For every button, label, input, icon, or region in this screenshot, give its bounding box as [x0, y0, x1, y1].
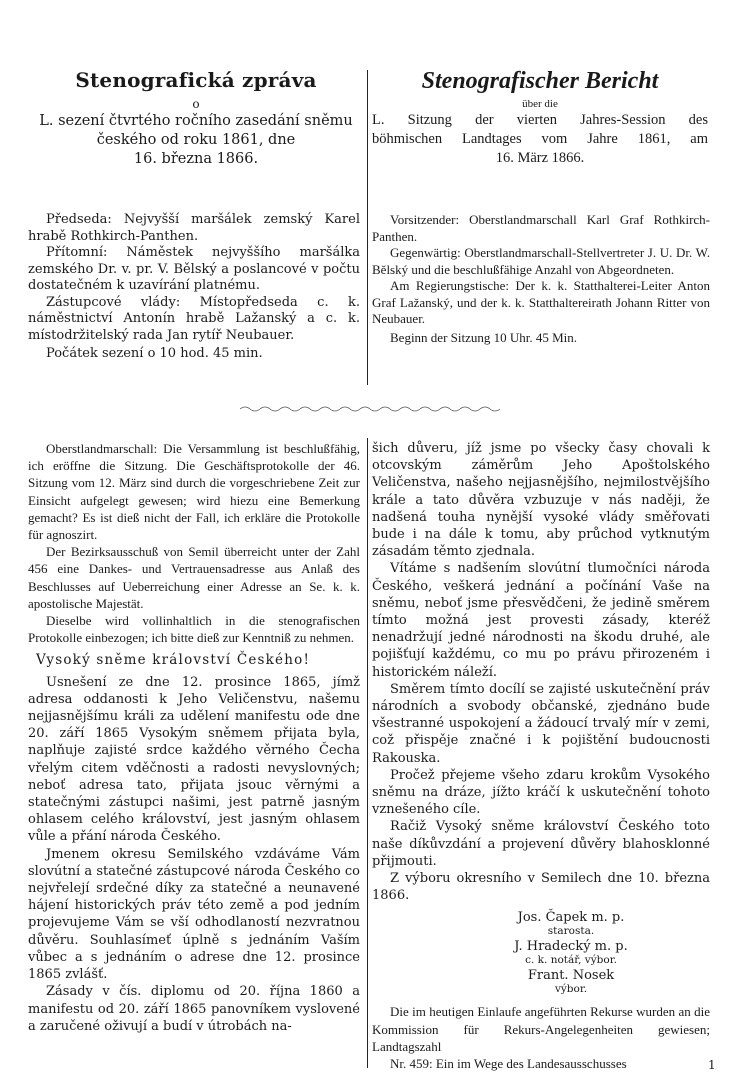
signature-3-name: Frant. Nosek	[527, 968, 615, 984]
right-meta-government: Am Regierungstische: Der k. k. Statthalterei-Leiter Anton Graf Lažanský, und der k. k. Statthaltereirath Johann Ritter von Neubauer.	[372, 278, 710, 326]
left-body-p6: Zásady v čís. diplomu od 20. října 1860 a manifestu od 20. září 1865 panovníkem vyslovené a zaručené oživují a budí v útrobách na-	[28, 984, 360, 1034]
signature-3-role: výbor.	[554, 983, 588, 996]
right-body-p5: Račiž Vysoký sněme království Českého toto naše díkůvzdání a projevení důvěry blahosklonné přijmouti.	[372, 819, 710, 869]
right-body-p6: Z výboru okresního v Semilech dne 10. března 1866.	[372, 871, 710, 904]
left-header-line2: českého od roku 1861, dne	[96, 132, 296, 148]
left-body-p4: Usnešení ze dne 12. prosince 1865, jímž adresa oddanosti k Jeho Veličenstvu, našemu nejjasnějšímu králi za udělení manifestu ode dne 20. září 1865 Vysokým sněmem přijata byla, naplňuje zajisté srdce každého věrného Čecha vřelým citem vděčnosti a radosti nevyslovných; neboť adresa tato, přijata jsouc věrnými a statečnými zástupci našimi, jest patrně jasným ohlasem celého království, jest jasným ohlasem vůle a přání národa Českého.	[28, 674, 360, 845]
left-meta-start: Počátek sezení o 10 hod. 45 min.	[46, 346, 263, 361]
signature-2-role: c. k. notář, výbor.	[525, 954, 617, 967]
right-body-p7: Die im heutigen Einlaufe angeführten Rekurse wurden an die Kommission für Rekurs-Angelegenheiten gewiesen; Landtagszahl	[372, 1004, 710, 1054]
left-meta-government: Zástupcové vlády: Místopředseda c. k. náměstnictví Antonín hrabě Lažanský a c. k. místodržitelský rada Jan rytíř Neubauer.	[28, 294, 360, 343]
right-meta-present: Gegenwärtig: Oberstlandmarschall-Stellvertreter J. U. Dr. W. Bělský und die beschlußfähige Anzahl von Abgeordneten.	[372, 245, 710, 277]
left-body-p5: Jmenem okresu Semilského vzdáváme Vám slovútní a statečné zástupcové národa Českého co nejvřelejí srdečné díky za statečné a neunavené hájení historických práv této země a pod jedním projevujeme Vám se vší odhodlaností nezvratnou důvěru. Souhlasímeť úplně s jednáním Vaším vůbec a s jednáním o adrese dne 12. prosince 1865 zvlášť.	[28, 846, 360, 983]
right-title-uber: über die	[522, 98, 558, 110]
right-body-p2: Vítáme s nadšením slovútní tlumočníci národa Českého, veškerá jednání a počínání Vaše na sněmu, neboť jsme přesvědčeni, že jedině směrem tímto možná jest provesti zásady, kteréž nenadržují jedné národnosti na škodu druhé, ale pojišťují každému, co mu po právu přirozeném i historickém náleží.	[372, 561, 710, 680]
left-body-address: Vysoký sněme království Českého!	[36, 652, 311, 669]
left-title-o: o	[192, 97, 200, 111]
signatures	[372, 910, 710, 995]
left-body-p3: Dieselbe wird vollinhaltlich in die stenografischen Protokolle einbezogen; ich bitte dieß zur Kenntniß zu nehmen.	[28, 613, 360, 646]
right-title: Stenografischer Bericht	[421, 68, 659, 94]
left-header	[28, 68, 364, 169]
right-header-line2: böhmischen Landtages vom Jahre 1861, am	[372, 131, 708, 147]
right-body	[372, 440, 710, 1072]
signature-2-name: J. Hradecký m. p.	[514, 939, 628, 955]
left-body-p1: Oberstlandmarschall: Die Versammlung ist beschlußfähig, ich eröffne die Sitzung. Die Geschäftsprotokolle der 46. Sitzung vom 12. März sind durch die vorgeschriebene Zeit zur Einsicht aufgelegt gewesen; wird hiezu eine Bemerkung gemacht? Es ist dieß nicht der Fall, ich erkläre die Protokolle für agnoszirt.	[28, 441, 360, 543]
right-meta	[372, 212, 710, 346]
left-meta-present: Přítomní: Náměstek nejvyššího maršálka zemského Dr. v. pr. V. Bělský a poslancové v počtu dostatečném k uzavírání platnému.	[28, 245, 360, 293]
top-column-divider	[367, 70, 368, 385]
right-body-p1: šich důveru, jíž jsme po všecky časy chovali k otcovským záměrům Jeho Apoštolského Veličenstva, našeho nejjasnějšího, nejmilostvějšího krále a tato důvěra vzbuzuje v nás naději, že nadšená touha nynější vysoké vlády směřovati bude i na dále k tomu, aby průchod vytknutým zásadám těmto zjednala.	[372, 441, 710, 560]
right-header-line1: L. Sitzung der vierten Jahres-Session des	[372, 112, 708, 128]
left-body-p2: Der Bezirksausschuß von Semil überreicht unter der Zahl 456 eine Dankes- und Vertrauensadresse aus Anlaß des Beschlusses auf Ueberreichung einer Adresse an Se. k. k. apostolische Majestät.	[28, 544, 360, 611]
left-body	[28, 440, 360, 1035]
left-meta	[28, 212, 360, 363]
left-header-line1: L. sezení čtvrtého ročního zasedání sněmu	[39, 113, 353, 129]
left-title: Stenografická zpráva	[75, 68, 317, 92]
signature-1-role: starosta.	[547, 925, 595, 938]
page-number: 1	[708, 1058, 716, 1072]
right-body-p3: Směrem tímto docílí se zajisté uskutečnění práv národních a svobody občanské, zjednáno bude všestranné uspokojení a žádoucí trvalý mír v zemi, což přispěje značné i k pojištění budoucnosti Rakouska.	[372, 681, 710, 766]
right-header	[372, 68, 708, 168]
right-body-p4: Pročež přejeme všeho zdaru krokům Vysokého sněmu na dráze, jížto kráčí k uskutečnění tohoto vznešeného cíle.	[372, 767, 710, 818]
wavy-separator	[240, 404, 500, 414]
right-header-line3: 16. März 1866.	[495, 150, 585, 166]
signature-1-name: Jos. Čapek m. p.	[517, 910, 625, 926]
right-body-p8: Nr. 459: Ein im Wege des Landesausschusses	[390, 1056, 627, 1072]
left-header-line3: 16. března 1866.	[133, 151, 259, 167]
right-meta-start: Beginn der Sitzung 10 Uhr. 45 Min.	[390, 329, 578, 345]
right-meta-chair: Vorsitzender: Oberstlandmarschall Karl Graf Rothkirch-Panthen.	[372, 212, 710, 244]
bottom-column-divider	[367, 438, 368, 1068]
left-meta-chair: Předseda: Nejvyšší maršálek zemský Karel hrabě Rothkirch-Panthen.	[28, 212, 360, 244]
